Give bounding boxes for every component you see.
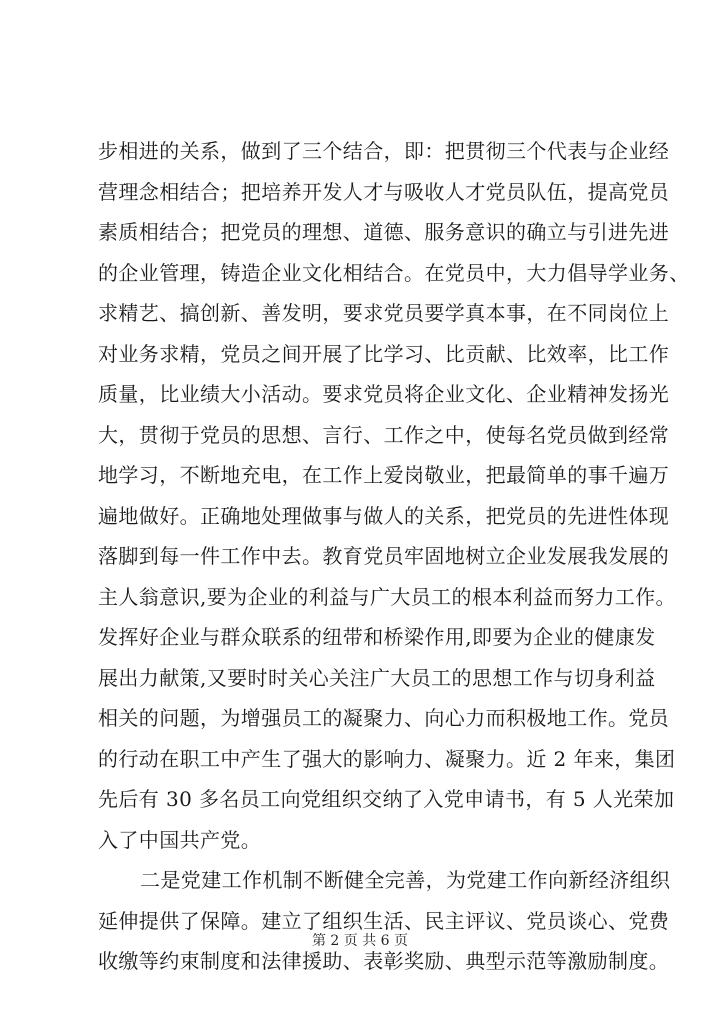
text-line: 遍地做好。正确地处理做事与做人的关系，把党员的先进性体现: [98, 503, 670, 528]
text-line: 步相进的关系，做到了三个结合，即：把贯彻三个代表与企业经: [98, 139, 670, 163]
text-line: 展出力献策,又要时时关心关注广大员工的思想工作与切身利益: [98, 665, 656, 690]
text-line: 相关的问题，为增强员工的凝聚力、向心力而积极地工作。党员: [98, 706, 670, 730]
text-line: 主人翁意识,要为企业的利益与广大员工的根本利益而努力工作。: [98, 584, 676, 609]
text-line: 入了中国共产党。: [98, 827, 262, 852]
text-line: 发挥好企业与群众联系的纽带和桥梁作用,即要为企业的健康发: [98, 625, 656, 649]
text-line: 延伸提供了保障。建立了组织生活、民主评议、党员谈心、党费: [98, 908, 670, 933]
text-line: 质量，比业绩大小活动。要求党员将企业文化、企业精神发扬光: [98, 382, 670, 406]
text-line: 收缴等约束制度和法律援助、表彰奖励、典型示范等激励制度。: [98, 949, 670, 973]
text-line: 营理念相结合；把培养开发人才与吸收人才党员队伍，提高党员: [98, 179, 670, 204]
body-text: [98, 131, 690, 982]
text-line: 的行动在职工中产生了强大的影响力、凝聚力。近 2 年来，集团: [98, 746, 676, 771]
paragraph-start-line: 二是党建工作机制不断健全完善，为党建工作向新经济组织: [140, 868, 671, 892]
text-line: 素质相结合；把党员的理想、道德、服务意识的确立与引进先进: [98, 220, 670, 244]
text-line: 先后有 30 多名员工向党组织交纳了入党申请书，有 5 人光荣加: [98, 787, 675, 811]
text-line: 落脚到每一件工作中去。教育党员牢固地树立企业发展我发展的: [98, 544, 670, 568]
text-line: 的企业管理，铸造企业文化相结合。在党员中，大力倡导学业务、: [98, 260, 690, 285]
text-line: 地学习，不断地充电，在工作上爱岗敬业，把最简单的事千遍万: [98, 463, 670, 487]
text-line: 对业务求精，党员之间开展了比学习、比贡献、比效率，比工作: [98, 341, 670, 366]
text-line: 求精艺、搞创新、善发明，要求党员要学真本事，在不同岗位上: [98, 301, 670, 325]
text-line: 大，贯彻于党员的思想、言行、工作之中，使每名党员做到经常: [98, 422, 670, 447]
page-number-footer: 第 2 页 共 6 页: [311, 933, 409, 949]
